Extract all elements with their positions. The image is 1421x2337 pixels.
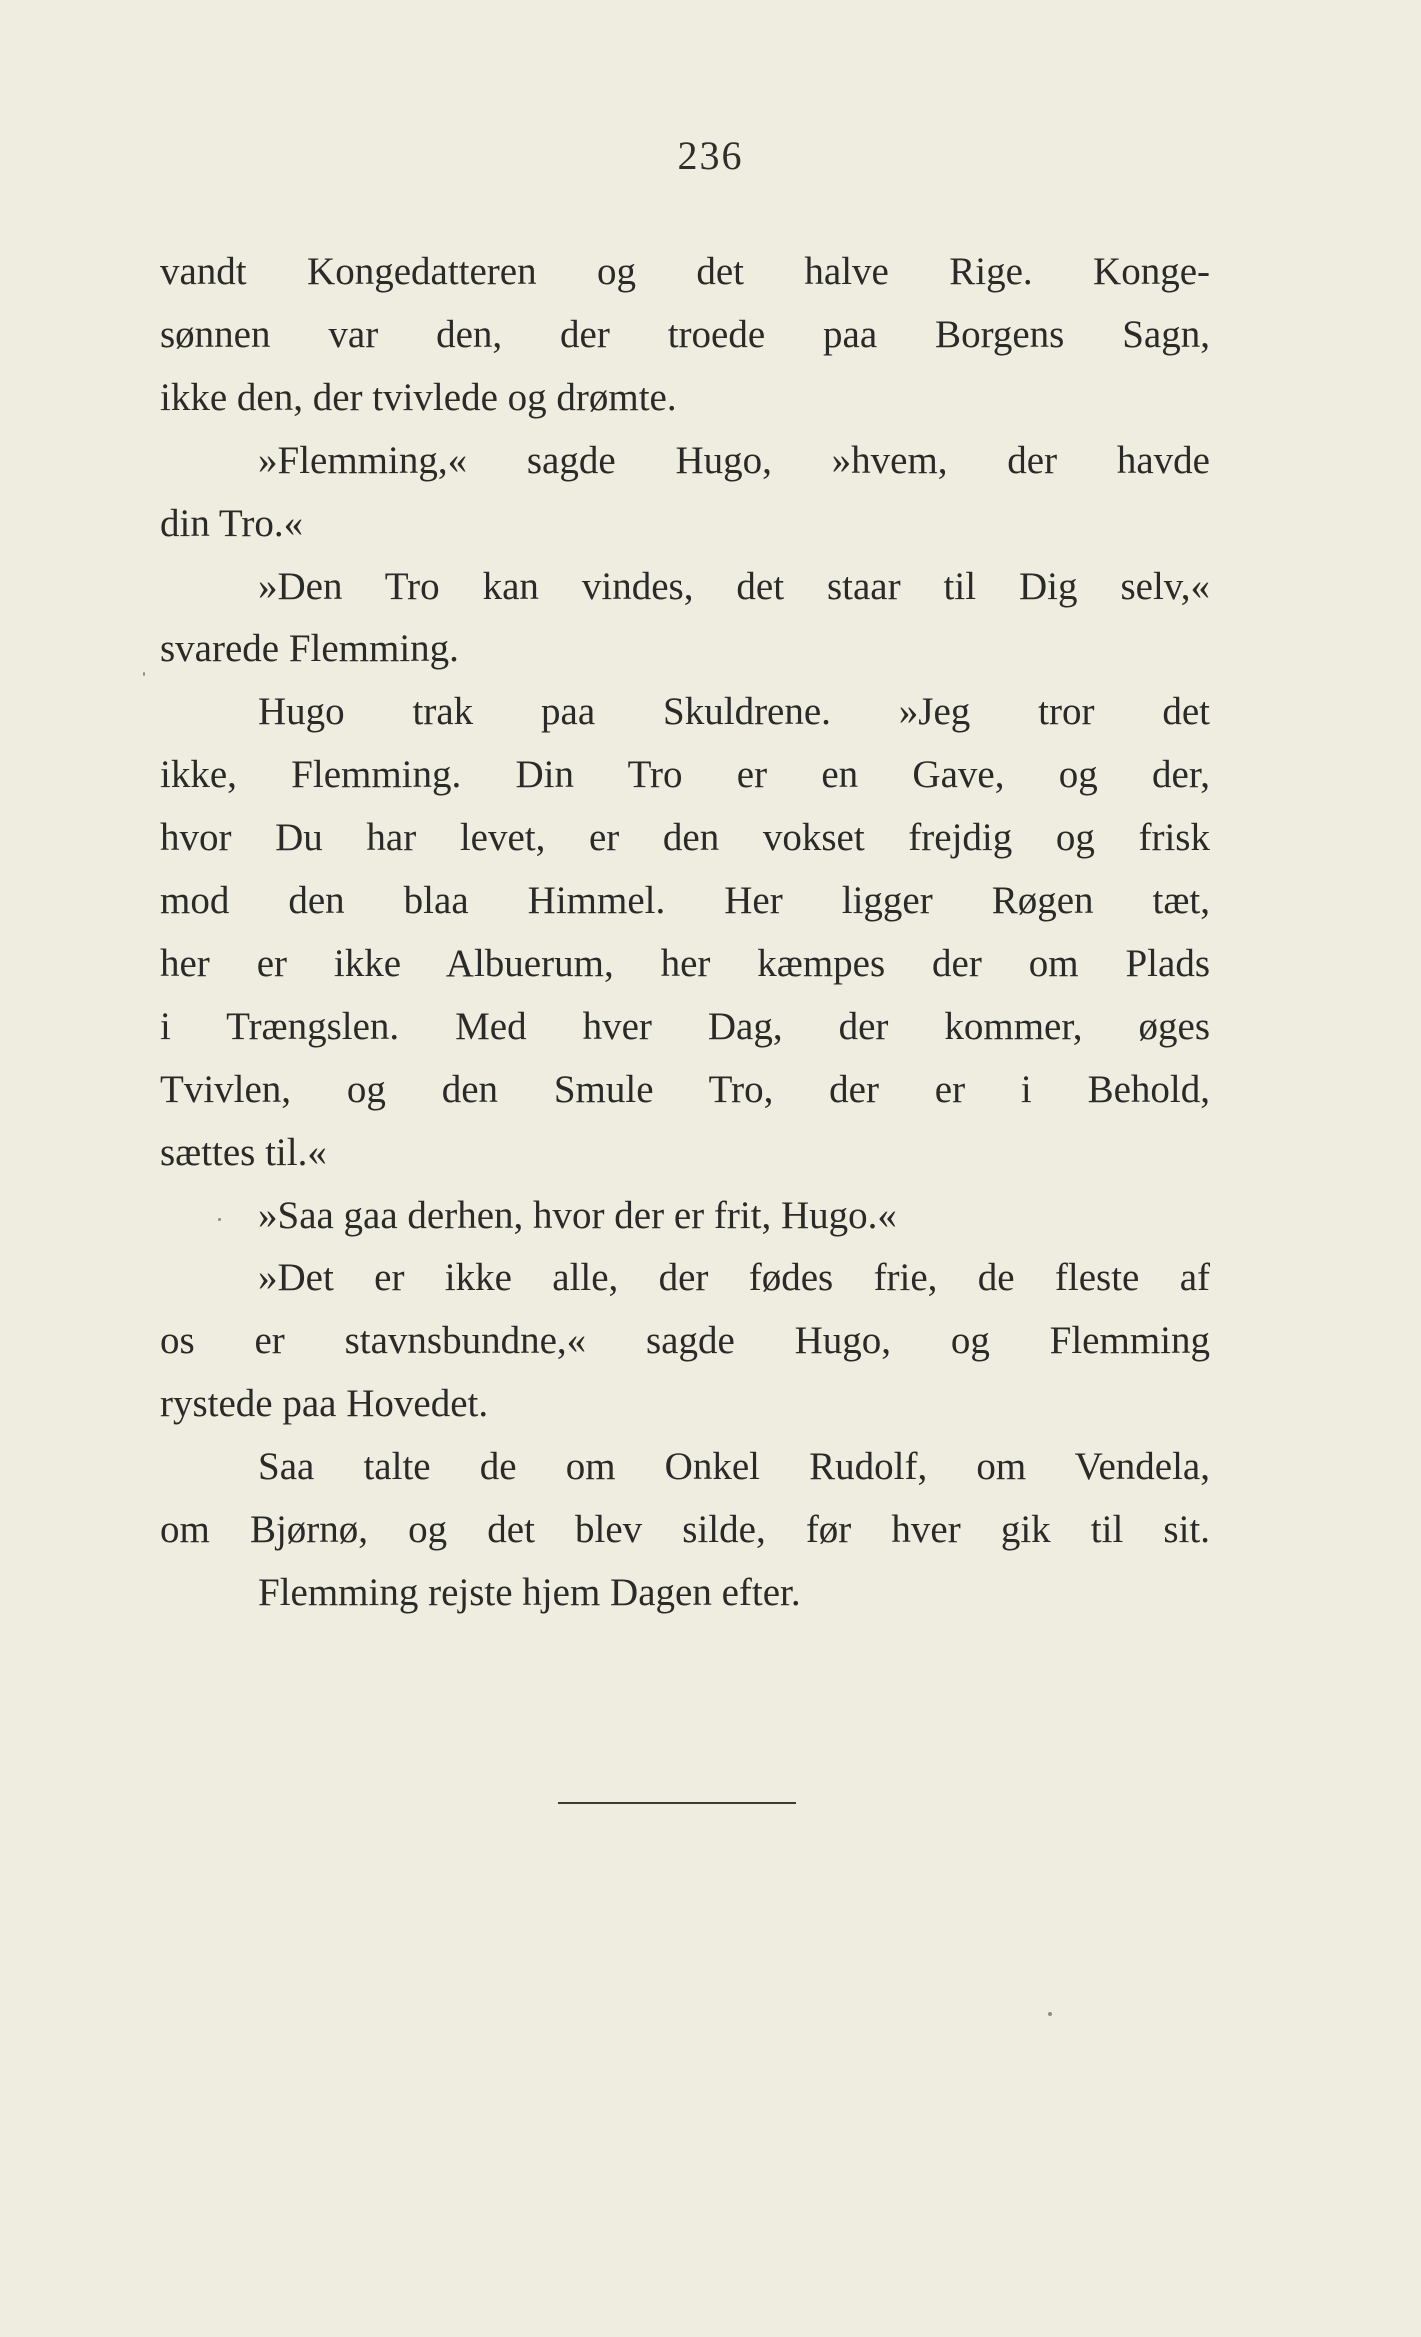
text-line: svarede Flemming.: [160, 627, 459, 670]
paper-speck: [143, 672, 145, 676]
paper-speck: [218, 1218, 221, 1221]
text-line: Saa talte de om Onkel Rudolf, om Vendela,: [258, 1445, 1210, 1488]
text-line: sønnen var den, der troede paa Borgens Sagn,: [160, 313, 1210, 356]
paper-speck: [1048, 2012, 1052, 2016]
text-line: »Saa gaa derhen, hvor der er frit, Hugo.«: [258, 1194, 897, 1237]
text-line: os er stavnsbundne,« sagde Hugo, og Flemming: [160, 1319, 1210, 1362]
text-line: sættes til.«: [160, 1131, 327, 1174]
text-line: vandt Kongedatteren og det halve Rige. Konge-: [160, 250, 1210, 293]
text-line: hvor Du har levet, er den vokset frejdig og frisk: [160, 816, 1210, 859]
text-line: rystede paa Hovedet.: [160, 1382, 489, 1425]
end-rule: [558, 1802, 796, 1804]
text-line: »Den Tro kan vindes, det staar til Dig selv,«: [258, 565, 1210, 608]
page-number: 236: [677, 133, 744, 178]
text-line: din Tro.«: [160, 502, 304, 545]
text-line: Flemming rejste hjem Dagen efter.: [258, 1571, 801, 1614]
text-line: om Bjørnø, og det blev silde, før hver gik til sit.: [160, 1508, 1210, 1551]
text-line: Hugo trak paa Skuldrene. »Jeg tror det: [258, 690, 1210, 733]
text-line: »Det er ikke alle, der fødes frie, de fleste af: [258, 1256, 1210, 1299]
text-line: ikke, Flemming. Din Tro er en Gave, og der,: [160, 753, 1210, 796]
text-line: ikke den, der tvivlede og drømte.: [160, 376, 677, 419]
text-line: i Trængslen. Med hver Dag, der kommer, øges: [160, 1005, 1210, 1048]
text-line: her er ikke Albuerum, her kæmpes der om Plads: [160, 942, 1210, 985]
text-line: mod den blaa Himmel. Her ligger Røgen tæt,: [160, 879, 1210, 922]
text-line: Tvivlen, og den Smule Tro, der er i Behold,: [160, 1068, 1210, 1111]
text-line: »Flemming,« sagde Hugo, »hvem, der havde: [258, 439, 1210, 482]
